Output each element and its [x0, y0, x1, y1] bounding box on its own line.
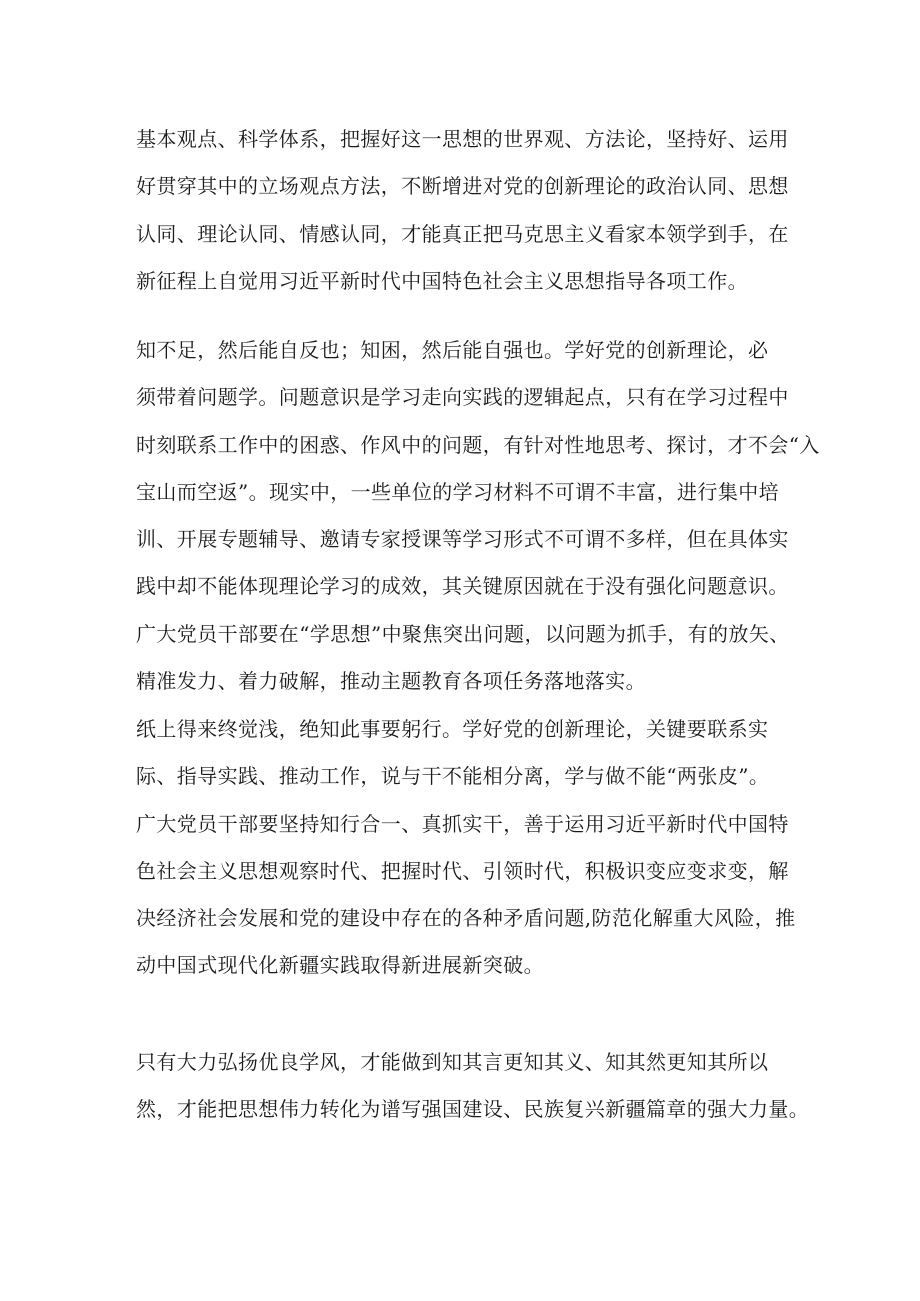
text-line: 色社会主义思想观察时代、把握时代、引领时代，积极识变应变求变，解 [136, 858, 789, 883]
text-line: 须带着问题学。问题意识是学习走向实践的逻辑起点，只有在学习过程中 [136, 385, 789, 410]
text-line: 精准发力、着力破解，推动主题教育各项任务落地落实。 [136, 669, 646, 694]
text-line: 纸上得来终觉浅，绝知此事要躬行。学好党的创新理论，关键要联系实 [136, 717, 769, 741]
text-line: 动中国式现代化新疆实践取得新进展新突破。 [136, 953, 544, 978]
text-line: 宝山而空返”。现实中，一些单位的学习材料不可谓不丰富，进行集中培 [136, 479, 780, 504]
text-line: 时刻联系工作中的困惑、作风中的问题，有针对性地思考、探讨，才不会“入 [136, 432, 820, 457]
paragraph-3 [136, 706, 796, 990]
text-line: 践中却不能体现理论学习的成效，其关键原因就在于没有强化问题意识。 [136, 574, 789, 599]
text-line: 新征程上自觉用习近平新时代中国特色社会主义思想指导各项工作。 [136, 268, 748, 293]
text-line: 际、指导实践、推动工作，说与干不能相分离，学与做不能“两张皮”。 [136, 764, 770, 789]
text-line: 认同、理论认同、情感认同，才能真正把马克思主义看家本领学到手，在 [136, 221, 789, 246]
text-line: 广大党员干部要坚持知行合一、真抓实干，善于运用习近平新时代中国特 [136, 811, 789, 836]
text-line: 只有大力弘扬优良学风，才能做到知其言更知其义、知其然更知其所以 [136, 1050, 769, 1074]
paragraph-2 [136, 327, 820, 705]
text-line: 基本观点、科学体系，把握好这一思想的世界观、方法论，坚持好、运用 [136, 127, 789, 151]
text-line: 然，才能把思想伟力转化为谱写强国建设、民族复兴新疆篇章的强大力量。 [136, 1097, 810, 1122]
text-line: 好贯穿其中的立场观点方法，不断增进对党的创新理论的政治认同、思想 [136, 174, 789, 199]
text-line: 广大党员干部要在“学思想”中聚焦突出问题，以问题为抓手，有的放矢、 [136, 621, 790, 646]
paragraph-1 [136, 116, 789, 305]
text-line: 知不足，然后能自反也；知困，然后能自强也。学好党的创新理论，必 [136, 338, 769, 362]
paragraph-4 [136, 1039, 809, 1134]
text-line: 训、开展专题辅导、邀请专家授课等学习形式不可谓不多样，但在具体实 [136, 527, 789, 552]
text-line: 决经济社会发展和党的建设中存在的各种矛盾问题,防范化解重大风险，推 [136, 906, 796, 931]
